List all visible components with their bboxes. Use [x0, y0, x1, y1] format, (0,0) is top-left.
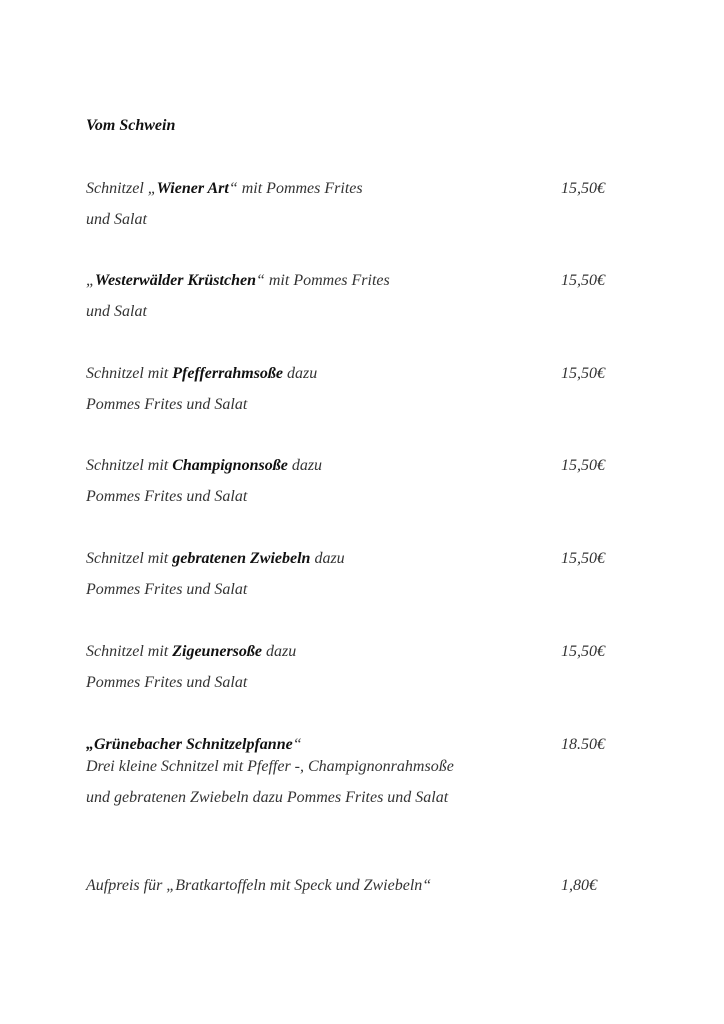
special-price: 18.50€	[561, 736, 605, 753]
menu-item-4-line1: Schnitzel mit Champignonsoße dazu	[86, 457, 323, 474]
menu-item-2-name: Westerwälder Krüstchen	[94, 272, 256, 289]
menu-item-6-line1: Schnitzel mit Zigeunersoße dazu	[86, 643, 297, 660]
menu-item-2-price: 15,50€	[561, 272, 605, 289]
menu-item-3-name: Pfefferrahmsoße	[172, 365, 284, 382]
menu-item-1-price: 15,50€	[561, 180, 605, 197]
menu-item-3-price: 15,50€	[561, 365, 605, 382]
surcharge-text: Aufpreis für „Bratkartoffeln mit Speck und Zwiebeln“	[86, 877, 432, 894]
menu-item-5-price: 15,50€	[561, 550, 605, 567]
menu-item-4-line2: Pommes Frites und Salat	[86, 488, 248, 505]
surcharge-price: 1,80€	[561, 877, 597, 894]
menu-item-5-line2: Pommes Frites und Salat	[86, 581, 248, 598]
menu-item-3-line1: Schnitzel mit Pfefferrahmsoße dazu	[86, 365, 318, 382]
special-line3: und gebratenen Zwiebeln dazu Pommes Frites und Salat	[86, 789, 449, 806]
menu-item-2-line2: und Salat	[86, 303, 147, 320]
special-line2: Drei kleine Schnitzel mit Pfeffer -, Champignonrahmsoße	[86, 758, 454, 775]
menu-item-1-line2: und Salat	[86, 211, 147, 228]
menu-item-5-line1: Schnitzel mit gebratenen Zwiebeln dazu	[86, 550, 345, 567]
menu-item-1-name: Wiener Art	[156, 180, 229, 197]
menu-item-4-price: 15,50€	[561, 457, 605, 474]
menu-item-4-name: Champignonsoße	[172, 457, 288, 474]
menu-item-2-line1: „Westerwälder Krüstchen“ mit Pommes Frites	[86, 272, 390, 289]
special-title: „Grünebacher Schnitzelpfanne“	[86, 736, 302, 753]
menu-item-5-name: gebratenen Zwiebeln	[172, 550, 311, 567]
special-name: „Grünebacher Schnitzelpfanne	[86, 736, 293, 753]
menu-item-3-line2: Pommes Frites und Salat	[86, 396, 248, 413]
menu-item-6-line2: Pommes Frites und Salat	[86, 674, 248, 691]
section-title: Vom Schwein	[86, 117, 176, 134]
menu-item-6-name: Zigeunersoße	[172, 643, 262, 660]
menu-item-1-line1: Schnitzel „Wiener Art“ mit Pommes Frites	[86, 180, 363, 197]
menu-item-6-price: 15,50€	[561, 643, 605, 660]
